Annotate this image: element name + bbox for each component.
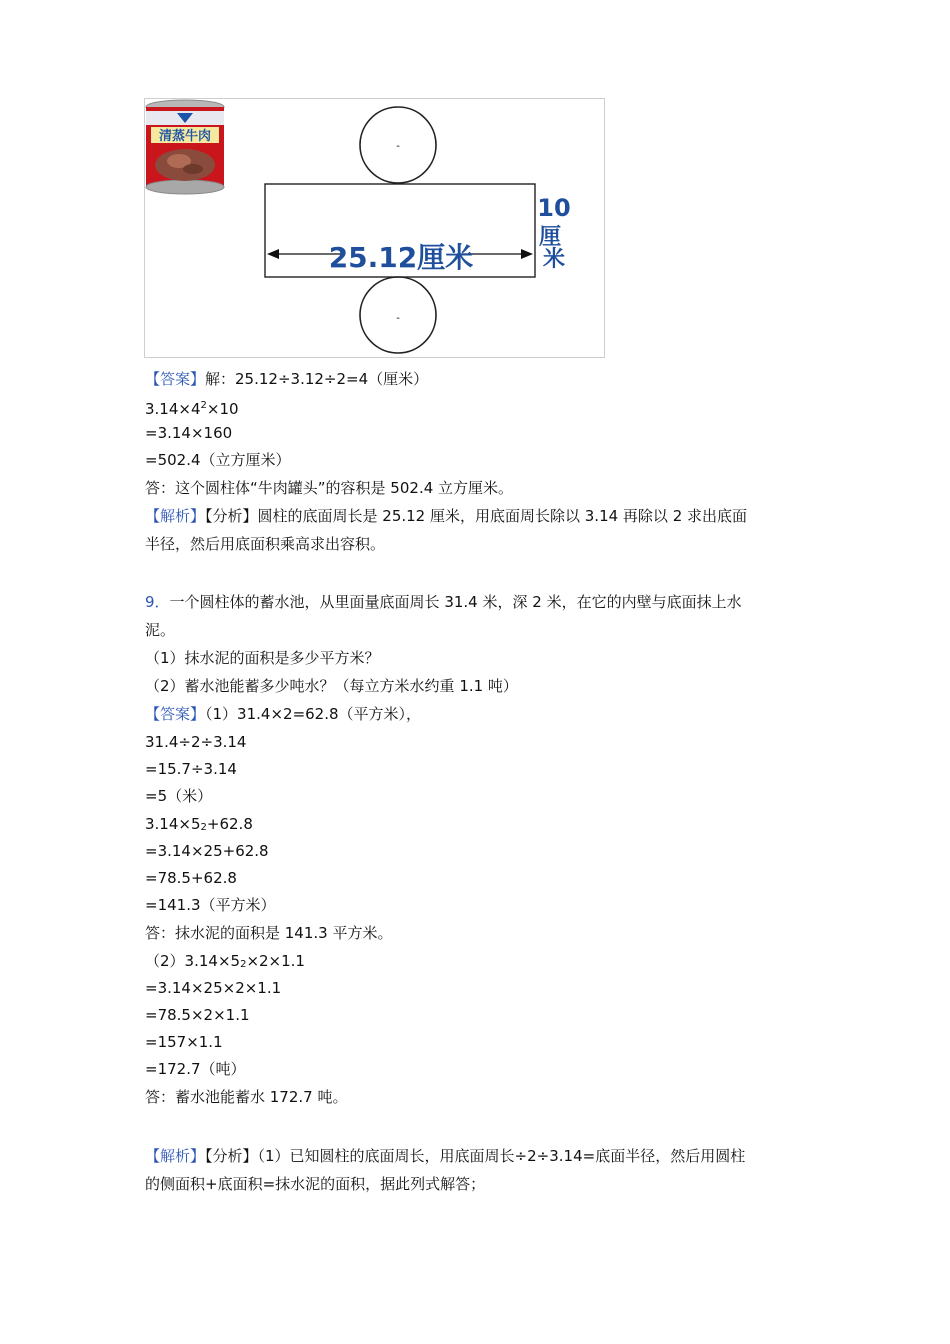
q9-calc-line-7: =78.5+62.8 (145, 869, 237, 887)
q8-answer-text: 解：25.12÷3.12÷2=4（厘米） (205, 370, 429, 388)
q9-stem-text-1: 一个圆柱体的蓄水池，从里面量底面周长 31.4 米，深 2 米，在它的内壁与底面抹上水 (169, 593, 742, 611)
cylinder-net-figure (144, 98, 605, 358)
height-label-unit (539, 224, 569, 272)
q9-analysis-text-1: 【分析】（1）已知圆柱的底面周长，用底面周长÷2÷3.14=底面半径，然后用圆柱 (205, 1147, 746, 1165)
analysis-tag: 【解析】 (145, 1147, 206, 1165)
top-circle-dot: - (396, 141, 400, 152)
q9-calc-line-12: =78.5×2×1.1 (145, 1006, 250, 1024)
q9-analysis-line-1 (145, 1146, 745, 1166)
q9-calc-line-10 (145, 951, 305, 975)
beef-can-image (145, 99, 225, 195)
q9-calc-line-8: =141.3（平方米） (145, 896, 276, 914)
q9-calc-line-4: =5（米） (145, 787, 213, 805)
q9-calc10-prefix: （2）3.14×5 (145, 952, 241, 970)
q9-stem-line-1 (145, 592, 742, 612)
q9-answer-line (145, 704, 421, 724)
q8-analysis-text-1: 【分析】圆柱的底面周长是 25.12 厘米，用底面周长除以 3.14 再除以 2 求出底面 (205, 507, 748, 525)
q9-calc10-suffix: ×2×1.1 (246, 952, 305, 970)
q8-calc-line-2: =3.14×160 (145, 424, 233, 442)
q9-calc10-exponent: 2 (240, 959, 247, 970)
q9-answer-text: （1）31.4×2=62.8（平方米）， (205, 705, 422, 723)
q9-calc5-suffix: +62.8 (206, 815, 253, 833)
answer-tag: 【答案】 (145, 705, 206, 723)
answer-tag: 【答案】 (145, 370, 206, 388)
q8-analysis-line-2: 半径，然后用底面积乘高求出容积。 (145, 535, 386, 553)
q9-analysis-line-2: 的侧面积+底面积=抹水泥的面积，据此列式解答； (145, 1175, 486, 1193)
q9-number: 9． (145, 593, 170, 611)
length-label: 25.12厘米 (328, 241, 474, 274)
height-label-unit-char1: 厘 (539, 225, 562, 250)
q8-analysis-line-1 (145, 506, 747, 526)
q9-calc-line-6: =3.14×25+62.8 (145, 842, 269, 860)
q8-calc-line-3: =502.4（立方厘米） (145, 451, 291, 469)
q9-calc-line-14: =172.7（吨） (145, 1060, 246, 1078)
q9-calc-line-13: =157×1.1 (145, 1033, 223, 1051)
q9-calc5-prefix: 3.14×5 (145, 815, 201, 833)
q9-sub-question-2: （2）蓄水池能蓄多少吨水？（每立方米水约重 1.1 吨） (145, 677, 518, 695)
q9-conclusion: 答：蓄水池能蓄水 172.7 吨。 (145, 1088, 348, 1106)
analysis-tag: 【解析】 (145, 507, 206, 525)
q8-calc1-exponent: 2 (200, 400, 207, 411)
can-label-text: 清蒸牛肉 (158, 129, 212, 144)
q8-calc-line-1 (145, 396, 239, 419)
q9-calc-line-2: 31.4÷2÷3.14 (145, 733, 247, 751)
height-label-unit-char2: 米 (542, 247, 566, 272)
q9-calc-line-5 (145, 814, 253, 838)
q9-stem-line-2: 泥。 (145, 621, 176, 639)
q9-calc-line-9: 答：抹水泥的面积是 141.3 平方米。 (145, 924, 393, 942)
q8-answer-line (145, 369, 428, 389)
height-label-number: 10 (537, 194, 571, 222)
q9-calc-line-11: =3.14×25×2×1.1 (145, 979, 282, 997)
q8-calc1-suffix: ×10 (206, 400, 239, 418)
q9-calc-line-3: =15.7÷3.14 (145, 760, 237, 778)
q9-calc5-exponent: 2 (200, 822, 207, 833)
q9-sub-question-1: （1）抹水泥的面积是多少平方米？ (145, 649, 380, 667)
q8-conclusion: 答：这个圆柱体“牛肉罐头”的容积是 502.4 立方厘米。 (145, 479, 514, 497)
q8-calc1-prefix: 3.14×4 (145, 400, 201, 418)
bottom-circle-dot: - (396, 313, 400, 324)
